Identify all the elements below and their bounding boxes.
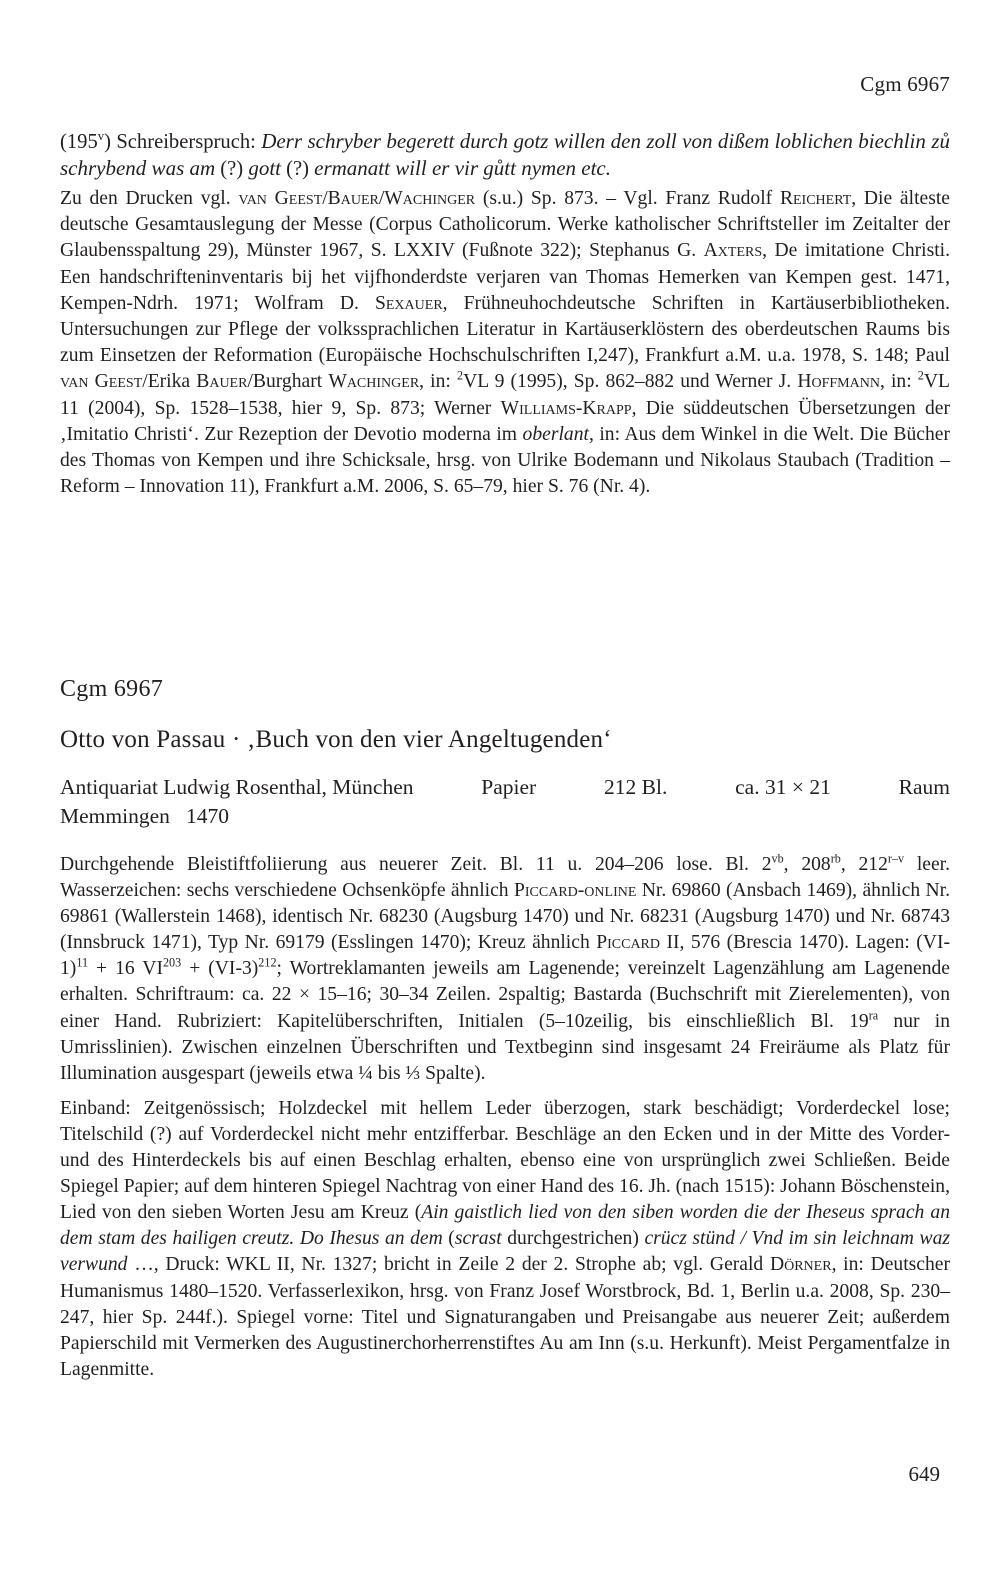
- previous-entry: [60, 128, 950, 500]
- literature-paragraph: Zu den Drucken vgl. van Geest/Bauer/Wachinger (s.u.) Sp. 873. – Vgl. Franz Rudolf Reichert, Die älteste deutsche Gesamtauslegung der Messe (Corpus Catholicorum. Werke katholischer Schriftsteller im Zeitalter der Glaubensspaltung 29), Münster 1967, S. LXXIV (Fußnote 322); Stephanus G. Axters, De imitatione Christi. Een handschrifteninventaris bij het vijfhonderdste verjaren van Thomas Hemerken van Kempen gest. 1471, Kempen-Ndrh. 1971; Wolfram D. Sexauer, Frühneuhochdeutsche Schriften in Kartäuserbibliotheken. Untersuchungen zur Pflege der volkssprachlichen Literatur in Kartäuserklöstern des oberdeutschen Raums bis zum Einsetzen der Reformation (Europäische Hochschulschriften I,247), Frankfurt a.M. u.a. 1978, S. 148; Paul van Geest/Erika Bauer/Burghart Wachinger, in: $^2$VL 9 (1995), Sp. 862–882 und Werner J. Hoffmann, in: $^2$VL 11 (2004), Sp. 1528–1538, hier 9, Sp. 873; Werner Williams-Krapp, Die süddeutschen Übersetzungen der ‚Imitatio Christi‘. Zur Rezeption der Devotio moderna im oberlant, in: Aus dem Winkel in die Welt. Die Bücher des Thomas von Kempen und ihre Schicksale, hrsg. von Ulrike Bodemann und Nikolaus Staubach (Tradition – Reform – Innovation 11), Frankfurt a.M. 2006, S. 65–79, hier S. 76 (Nr. 4).: [60, 188, 951, 498]
- entry-metadata: [60, 773, 950, 831]
- codicology-paragraph: Durchgehende Bleistiftfoliierung aus neuerer Zeit. Bl. 11 u. 204–206 lose. Bl. $2^{vb}$, $208^{rb}$, 212$^{r-v}$ leer. Wasserzeichen: sechs verschiedene Ochsenköpfe ähnlich Piccard-online Nr. 69860 (Ansbach 1469), ähnlich Nr. 69861 (Wallerstein 1468), identisch Nr. 68230 (Augsburg 1470) und Nr. 68231 (Augsburg 1470) und Nr. 68743 (Innsbruck 1471), Typ Nr. 69179 (Esslingen 1470); Kreuz ähnlich Piccard II, 576 (Brescia 1470). Lagen: $(VI-1)^{11} + 16$ $VI^{203} + (VI-3)^{212}$; Wortreklamanten jeweils am Lagenende; vereinzelt Lagenzählung am Lagenende erhalten. Schriftraum: ca. 22 × 15–16; 30–34 Zeilen. 2spaltig; Bastarda (Buchschrift mit Zierelementen), von einer Hand. Rubriziert: Kapitelüberschriften, Initialen (5–10zeilig, bis einschließlich Bl. $19^{ra}$ nur in Umrisslinien). Zwischen einzelnen Überschriften und Textbeginn sind insgesamt 24 Freiräume als Platz für Illumination ausgespart (jeweils etwa ¼ bis ⅓ Spalte).: [60, 851, 951, 1084]
- author-name: Reichert: [779, 188, 852, 209]
- author-name: Axters: [703, 240, 763, 262]
- author-name: Williams-Krapp: [500, 397, 632, 419]
- entry-description: [60, 852, 950, 1383]
- author-name: Bauer: [196, 371, 248, 393]
- place: Memmingen: [60, 804, 170, 828]
- entry-title: Otto von Passau · ‚Buch von den vier Angeltugenden‘: [60, 726, 612, 753]
- scribe-colophon: (195$^v$) Schreiberspruch: Derr schryber begerett durch gotz willen den zoll von dißem loblichen biechlin zů schrybend was am (?) gott (?) ermanatt will er vir gůtt nymen etc.: [60, 129, 950, 180]
- author-name: van Geest/Bauer/Wachinger: [238, 188, 476, 209]
- running-head: Cgm 6967: [860, 72, 950, 96]
- format-size: ca. 31 × 21: [735, 775, 831, 799]
- colophon-quote: Derr schryber begerett durch gotz willen den zoll von dißem loblichen biechlin zů schrybend was am: [60, 129, 950, 180]
- author-name: Wachinger: [328, 371, 420, 393]
- page-number: 649: [908, 1462, 940, 1486]
- reference-name: Piccard-online: [513, 880, 637, 902]
- author-name: Sexauer: [374, 292, 443, 314]
- region: Raum: [898, 775, 950, 799]
- entry-signature: Cgm 6967: [60, 676, 164, 702]
- document-page: [60, 0, 950, 1573]
- author-name: Dörner: [769, 1254, 832, 1276]
- material: Papier: [481, 775, 537, 799]
- reference-name: Piccard: [596, 932, 660, 954]
- author-name: Hoffmann: [797, 371, 880, 393]
- author-name: van Geest: [60, 371, 143, 393]
- leaf-count: 212 Bl.: [604, 775, 668, 799]
- date: 1470: [186, 804, 229, 828]
- provenance: Antiquariat Ludwig Rosenthal, München: [60, 775, 414, 799]
- binding-paragraph: Einband: Zeitgenössisch; Holzdeckel mit hellem Leder überzogen, stark beschädigt; Vorderdeckel lose; Titelschild (?) auf Vorderdeckel nicht mehr entzifferbar. Beschläge an den Ecken und in der Mitte des Vorder- und des Hinterdeckels bis auf einen Beschlag erhalten, ebenso eine von ursprünglich zwei Schließen. Beide Spiegel Papier; auf dem hinteren Spiegel Nachtrag von einer Hand des 16. Jh. (nach 1515): Johann Böschenstein, Lied von den sieben Worten Jesu am Kreuz (Ain gaistlich lied von den siben worden die der Iheseus sprach an dem stam des hailigen creutz. Do Ihesus an dem (scrast durchgestrichen) crücz stünd / Vnd im sin leichnam waz verwund …, Druck: WKL II, Nr. 1327; bricht in Zeile 2 der 2. Strophe ab; vgl. Gerald Dörner, in: Deutscher Humanismus 1480–1520. Verfasserlexikon, hrsg. von Franz Josef Worstbrock, Bd. 1, Berlin u.a. 2008, Sp. 230–247, hier Sp. 244f.). Spiegel vorne: Titel und Signaturangaben und Preisangabe aus neuerer Zeit; außerdem Papierschild mit Vermerken des Augustinerchorherrenstiftes Au am Inn (s.u. Herkunft). Meist Pergamentfalze in Lagenmitte.: [60, 1097, 950, 1380]
